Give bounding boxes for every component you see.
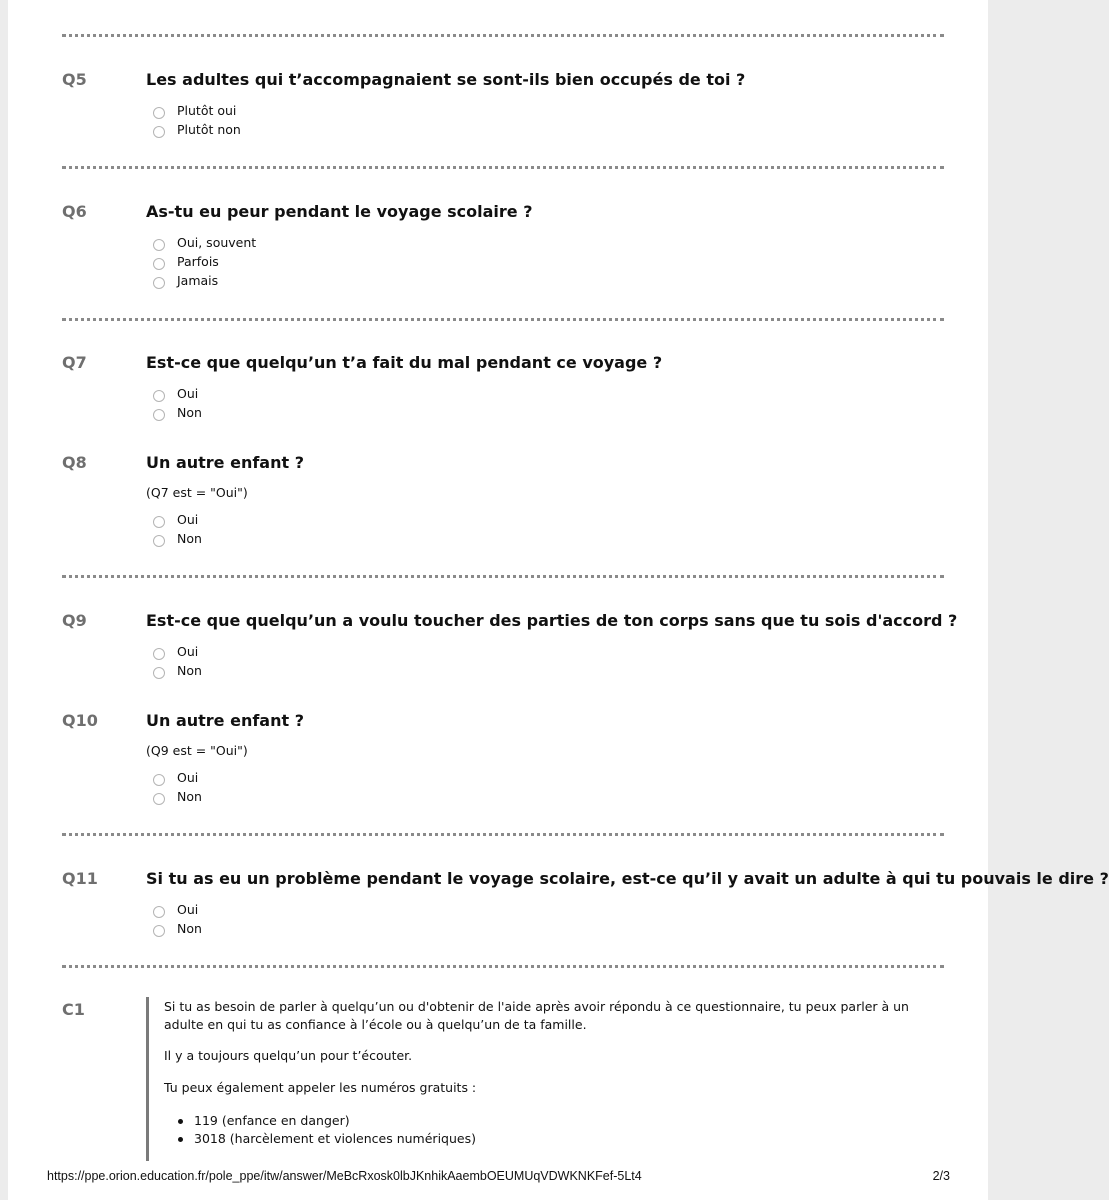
option-non[interactable] [153,920,202,938]
radio-button[interactable] [153,906,165,918]
question-number: Q10 [62,711,98,730]
section-separator [62,965,944,968]
question-title: Est-ce que quelqu’un a voulu toucher des parties de ton corps sans que tu sois d'accord ? [146,611,958,630]
section-separator [62,833,944,836]
radio-button[interactable] [153,793,165,805]
helpline-text: 3018 (harcèlement et violences numériques) [194,1131,476,1146]
helpline-text: 119 (enfance en danger) [194,1113,350,1128]
question-number: Q7 [62,353,87,372]
help-comment-block [146,997,939,1161]
option-label: Plutôt oui [177,103,237,118]
radio-button[interactable] [153,535,165,547]
option-non[interactable] [153,662,202,680]
section-separator [62,34,944,37]
question-title: Est-ce que quelqu’un t’a fait du mal pendant ce voyage ? [146,353,663,372]
question-number: Q5 [62,70,87,89]
radio-button[interactable] [153,258,165,270]
option-label: Non [177,663,202,678]
radio-button[interactable] [153,390,165,402]
option-oui[interactable] [153,901,198,919]
comment-paragraph: Si tu as besoin de parler à quelqu’un ou d'obtenir de l'aide après avoir répondu à ce questionnaire, tu peux parler à un adulte en qui tu as confiance à l’école ou à quelqu’un de ta famille. [164,999,909,1032]
radio-button[interactable] [153,648,165,660]
helpline-item [164,1112,476,1130]
option-plutot-oui[interactable] [153,102,236,120]
helpline-list [164,1112,476,1148]
option-non[interactable] [153,530,202,548]
question-number: Q11 [62,869,98,888]
option-label: Oui [177,644,199,659]
option-oui[interactable] [153,385,198,403]
option-label: Plutôt non [177,122,241,137]
question-condition: (Q7 est = "Oui") [146,485,248,500]
option-label: Non [177,921,202,936]
option-label: Non [177,531,202,546]
bullet-icon [178,1119,183,1124]
option-label: Oui [177,770,199,785]
question-number: Q6 [62,202,87,221]
comment-paragraph: Tu peux également appeler les numéros gratuits : [164,1080,477,1095]
option-non[interactable] [153,404,202,422]
option-jamais[interactable] [153,272,218,290]
option-label: Non [177,405,202,420]
question-title: Un autre enfant ? [146,711,304,730]
option-oui-souvent[interactable] [153,234,256,252]
question-title: Si tu as eu un problème pendant le voyage scolaire, est-ce qu’il y avait un adulte à qui tu pouvais le dire ? [146,869,1109,888]
radio-button[interactable] [153,107,165,119]
radio-button[interactable] [153,774,165,786]
question-title: As-tu eu peur pendant le voyage scolaire ? [146,202,533,221]
comment-number: C1 [62,1000,85,1019]
option-oui[interactable] [153,769,198,787]
radio-button[interactable] [153,925,165,937]
question-condition: (Q9 est = "Oui") [146,743,248,758]
option-label: Oui [177,512,199,527]
question-title: Les adultes qui t’accompagnaient se sont-ils bien occupés de toi ? [146,70,746,89]
radio-button[interactable] [153,667,165,679]
page-number: 2/3 [932,1169,950,1183]
question-number: Q8 [62,453,87,472]
radio-button[interactable] [153,409,165,421]
helpline-item [164,1130,476,1148]
comment-paragraph: Il y a toujours quelqu’un pour t’écouter. [164,1048,413,1063]
option-label: Oui [177,386,199,401]
section-separator [62,166,944,169]
option-parfois[interactable] [153,253,219,271]
option-label: Oui [177,902,199,917]
radio-button[interactable] [153,277,165,289]
option-label: Oui, souvent [177,235,257,250]
option-non[interactable] [153,788,202,806]
option-oui[interactable] [153,511,198,529]
question-number: Q9 [62,611,87,630]
section-separator [62,575,944,578]
radio-button[interactable] [153,239,165,251]
radio-button[interactable] [153,126,165,138]
option-oui[interactable] [153,643,198,661]
page-url: https://ppe.orion.education.fr/pole_ppe/itw/answer/MeBcRxosk0lbJKnhikAaembOEUMUqVDWKNKFef-5Lt4 [47,1169,642,1183]
option-label: Jamais [177,273,219,288]
bullet-icon [178,1137,183,1142]
radio-button[interactable] [153,516,165,528]
option-plutot-non[interactable] [153,121,241,139]
question-title: Un autre enfant ? [146,453,304,472]
option-label: Non [177,789,202,804]
section-separator [62,318,944,321]
option-label: Parfois [177,254,219,269]
